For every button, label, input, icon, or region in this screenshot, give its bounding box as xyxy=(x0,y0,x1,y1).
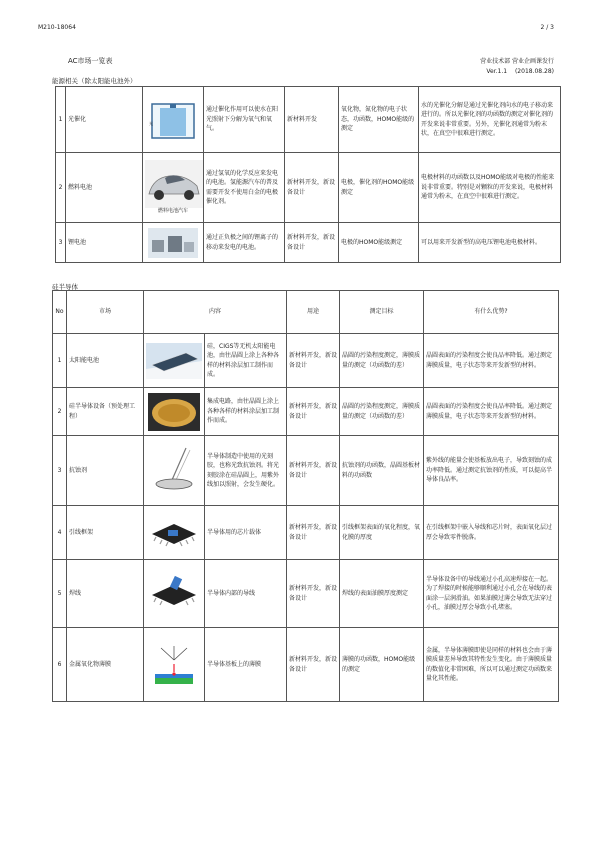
table-row xyxy=(53,388,559,436)
target-cell: 薄膜的功函数，HOMO能级的测定 xyxy=(340,628,424,702)
document-number: M210-18064 xyxy=(38,24,76,31)
wafer-icon xyxy=(148,393,200,431)
row-no: 1 xyxy=(53,334,67,388)
row-no: 4 xyxy=(53,506,67,560)
table-header-row xyxy=(53,291,559,334)
thin-film-icon xyxy=(149,640,199,690)
image-cell xyxy=(144,388,205,436)
document-title: AC市场一览表 xyxy=(68,57,113,65)
uv-resist-icon xyxy=(152,446,196,496)
table-row xyxy=(56,153,561,223)
content-cell: 通过正负极之间的锂离子的移动来发电的电池。 xyxy=(204,223,285,263)
usage-cell: 新材料开发，新设备设计 xyxy=(287,628,340,702)
usage-cell: 新材料开发 xyxy=(285,87,339,153)
header-merit: 有什么优势? xyxy=(424,291,559,334)
target-cell: 抗蚀剂的功函数，晶圆基板材料的功函数 xyxy=(340,436,424,506)
image-cell xyxy=(143,153,204,223)
merit-cell: 水的光催化分解是通过光催化剂向水的电子移动来进行的。所以光催化剂的功函数的测定对催化剂的开发来说非常重要。另外，光催化剂通常为粉末状，在真空中很难进行测定。 xyxy=(419,87,561,153)
content-cell: 通过氢氧的化学反应来发电的电池。氢能源汽车的普及需要开发不使用白金的电极催化剂。 xyxy=(204,153,285,223)
target-cell: 电极的HOMO能级测定 xyxy=(339,223,419,263)
content-cell: 半导体基板上的薄膜 xyxy=(205,628,287,702)
market-cell: 硅半导体设备（预处理工程） xyxy=(67,388,144,436)
market-cell: 太阳能电池 xyxy=(67,334,144,388)
usage-cell: 新材料开发，新设备设计 xyxy=(287,388,340,436)
target-cell: 晶圆的污染程度测定，薄膜质量的测定（功函数的差） xyxy=(340,388,424,436)
table-row xyxy=(56,87,561,153)
row-no: 5 xyxy=(53,560,67,628)
merit-cell: 紫外线的能量会使基板放出电子，导致刻蚀的成功率降低。通过测定抗蚀剂的性质，可以提高半导体良品率。 xyxy=(424,436,559,506)
market-cell: 金属氧化物薄膜 xyxy=(67,628,144,702)
row-no: 2 xyxy=(56,153,66,223)
lithium-battery-icon xyxy=(148,228,198,258)
merit-cell: 金属，半导体薄膜即使是同样的材料也会由于薄膜质量差异导致其特性发生变化。由于薄膜质量的数值化非常困难，所以可以通过测定功函数来量化其性能。 xyxy=(424,628,559,702)
merit-cell: 晶圆表面的污染程度会使良品率降低。通过测定薄膜质量，电子状态等来开发新型的材料。 xyxy=(424,334,559,388)
header-usage: 用途 xyxy=(287,291,340,334)
content-cell: 硅，CIGS等无机太阳能电池，由往晶圆上涂上各种各样的材料涂层加工制作而成。 xyxy=(205,334,287,388)
usage-cell: 新材料开发，新设备设计 xyxy=(287,334,340,388)
table-row xyxy=(53,506,559,560)
section2-title: 硅半导体 xyxy=(52,283,78,291)
image-cell xyxy=(143,223,204,263)
market-cell: 焊线 xyxy=(67,560,144,628)
row-no: 3 xyxy=(56,223,66,263)
market-cell: 抗蚀剂 xyxy=(67,436,144,506)
usage-cell: 新材料开发，新设备设计 xyxy=(285,223,339,263)
department-line: 营业技术部 营业企画课发行 xyxy=(480,58,554,65)
target-cell: 晶圆的污染程度测定，薄膜质量的测定（功函数的差） xyxy=(340,334,424,388)
page-number: 2 / 3 xyxy=(540,24,554,31)
image-caption: 燃料电池汽车 xyxy=(157,208,188,214)
usage-cell: 新材料开发，新设备设计 xyxy=(287,436,340,506)
content-cell: 半导体制造中使用的光刻胶，也称光致抗蚀剂。将光刻胶涂在硅晶圆上，用紫外线加以照射，会发生硬化。 xyxy=(205,436,287,506)
target-cell: 氧化物，氮化物的电子状态，功函数，HOMO能级的测定 xyxy=(339,87,419,153)
image-cell xyxy=(144,628,205,702)
usage-cell: 新材料开发，新设备设计 xyxy=(287,560,340,628)
fuel-cell-car-icon xyxy=(145,160,203,208)
market-cell: 燃料电池 xyxy=(66,153,143,223)
table-row xyxy=(53,560,559,628)
market-cell: 引线框架 xyxy=(67,506,144,560)
market-cell: 锂电池 xyxy=(66,223,143,263)
header-target: 测定目标 xyxy=(340,291,424,334)
usage-cell: 新材料开发，新设备设计 xyxy=(287,506,340,560)
row-no: 6 xyxy=(53,628,67,702)
target-cell: 电极，催化剂的HOMO能级测定 xyxy=(339,153,419,223)
merit-cell: 可以用来开发新型的高电压锂电池电极材料。 xyxy=(419,223,561,263)
merit-cell: 电极材料的功函数以及HOMO能级对电极的性能来说非常重要。特别是对颗粒的开发来说，电极材料通常为粉末，在真空中很难进行测定。 xyxy=(419,153,561,223)
content-cell: 通过催化作用可以使水在阳光照射下分解为氧气和氧气。 xyxy=(204,87,285,153)
image-cell xyxy=(143,87,204,153)
content-cell: 半导体内部的导线 xyxy=(205,560,287,628)
merit-cell: 晶圆表面的污染程度会使良品率降低。通过测定薄膜质量，电子状态等来开发新型的材料。 xyxy=(424,388,559,436)
table-row xyxy=(53,436,559,506)
row-no: 3 xyxy=(53,436,67,506)
solar-panel-icon xyxy=(146,343,202,379)
image-cell xyxy=(144,436,205,506)
header-no: No xyxy=(53,291,67,334)
row-no: 1 xyxy=(56,87,66,153)
row-no: 2 xyxy=(53,388,67,436)
chip-icon xyxy=(146,516,202,550)
table-row xyxy=(56,223,561,263)
target-cell: 引线框架表面的氧化程度，氧化膜的厚度 xyxy=(340,506,424,560)
version-line: Ver.1.1 (2018.08.28) xyxy=(486,68,554,75)
content-cell: 集成电路，由往晶圆上涂上各种各样的材料涂层加工制作而成。 xyxy=(205,388,287,436)
bonding-wire-icon xyxy=(146,575,202,613)
merit-cell: 在引线框架中嵌入导线和芯片时，表面氧化层过厚会导致零件脱落。 xyxy=(424,506,559,560)
image-cell xyxy=(144,560,205,628)
svg-text:光: 光 xyxy=(149,120,153,126)
table-row xyxy=(53,628,559,702)
target-cell: 焊线的表面油膜厚度测定 xyxy=(340,560,424,628)
section1-title: 能源相关（除太阳能电池外） xyxy=(52,77,137,85)
image-cell xyxy=(144,506,205,560)
market-cell: 光催化 xyxy=(66,87,143,153)
semiconductor-table xyxy=(52,290,559,702)
usage-cell: 新材料开发，新设备设计 xyxy=(285,153,339,223)
content-cell: 半导体用的芯片载体 xyxy=(205,506,287,560)
merit-cell: 半导体设备中的导线通过小孔高速焊接在一起。为了焊接的时候能够顺利通过小孔会在导线的表面涂一层润滑油。如果油膜过薄会导致无法穿过小孔，油膜过厚会导致小孔堵塞。 xyxy=(424,560,559,628)
header-content: 内容 xyxy=(144,291,287,334)
photocatalyst-diagram-icon xyxy=(148,98,198,142)
header-market: 市场 xyxy=(67,291,144,334)
table-row xyxy=(53,334,559,388)
image-cell xyxy=(144,334,205,388)
energy-table xyxy=(55,86,561,263)
